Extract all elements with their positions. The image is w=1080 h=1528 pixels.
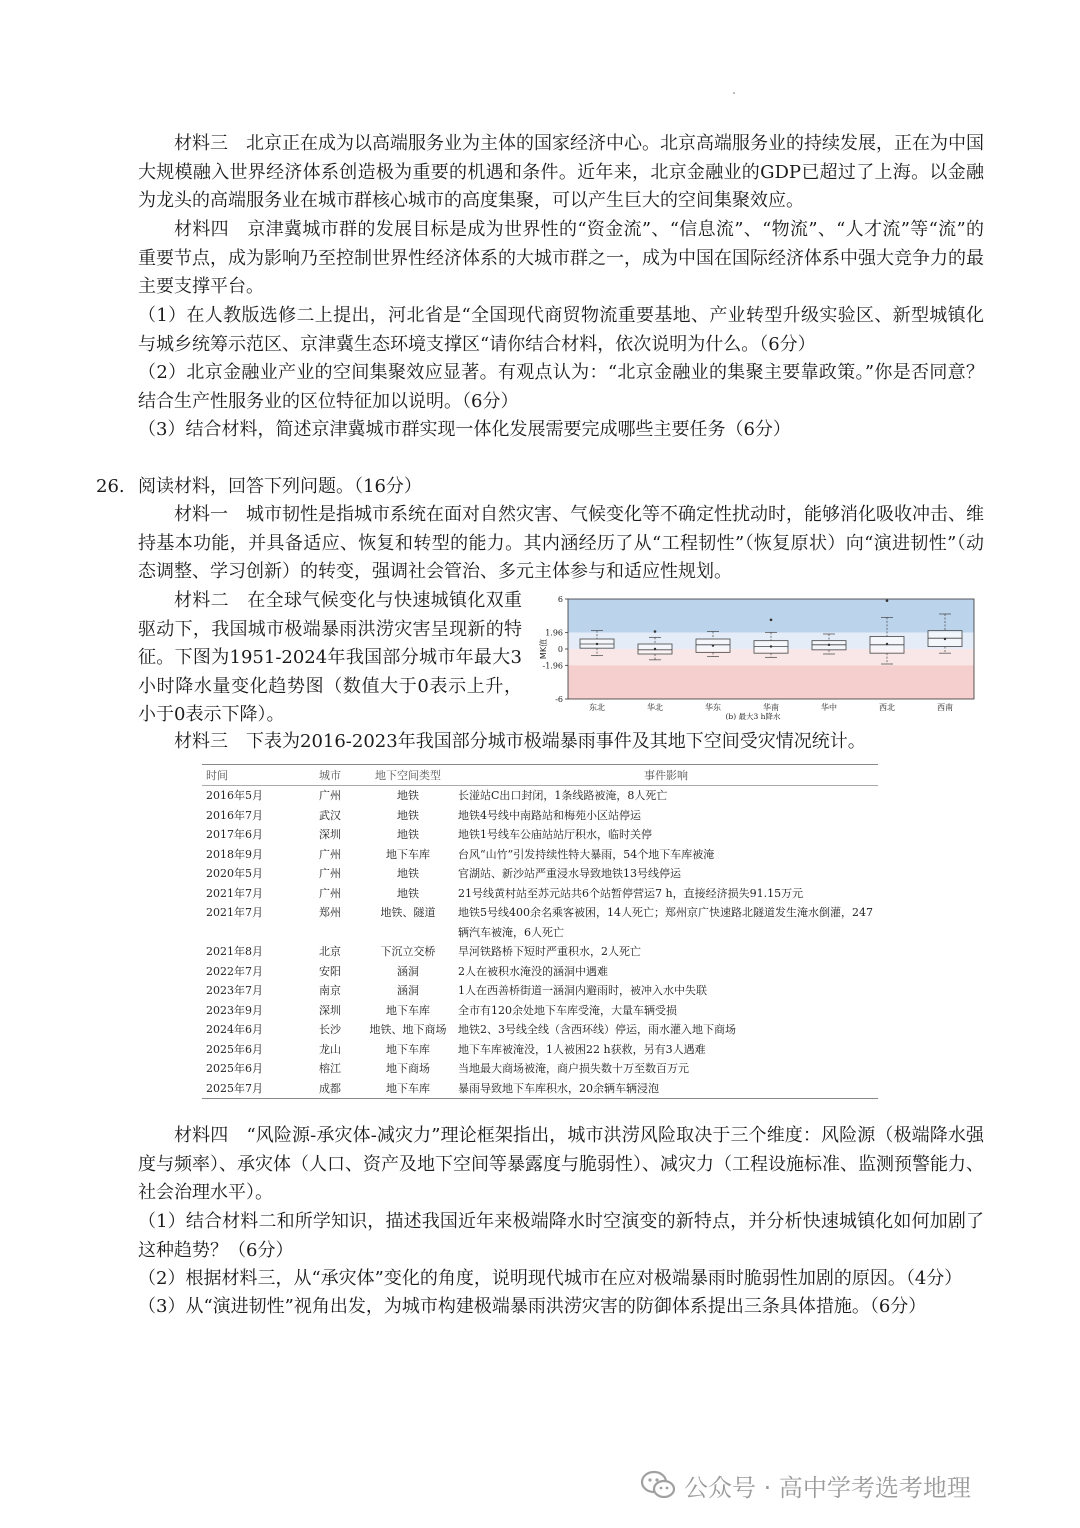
cell-time: 2022年7月	[206, 964, 263, 978]
cell-city: 成都	[298, 1079, 362, 1099]
material-one-resilience: 材料一 城市韧性是指城市系统在面对自然灾害、气候变化等不确定性扰动时，能够消化吸收冲击、维持基本功能，并具备适应、恢复和转型的能力。其内涵经历了从“工程韧性”（恢复原状）向“演进韧性”（动态调整、学习创新）的转变，强调社会管治、多元主体参与和适应性规划。	[138, 504, 984, 583]
material-four-jingjinji: 材料四 京津冀城市群的发展目标是成为世界性的“资金流”、“信息流”、“物流”、“人才流”等“流”的重要节点，成为影响乃至控制世界性经济体系的大城市群之一，成为中国在国际经济体系中强大竞争力的最主要支撑平台。	[138, 219, 984, 298]
cell-impact: 官湖站、新沙站严重浸水导致地铁13号线停运	[458, 867, 681, 880]
cell-city: 安阳	[319, 964, 341, 978]
watermark-text: 公众号 · 高中学考选考地理	[684, 1473, 971, 1502]
cell-time: 2021年7月	[206, 886, 263, 900]
cell-time: 2025年7月	[202, 1079, 298, 1099]
cell-impact: 2人在被积水淹没的涵洞中遇难	[458, 964, 608, 978]
table-row	[202, 981, 878, 1001]
wechat-icon	[640, 1470, 676, 1500]
cell-time: 2020年5月	[206, 867, 263, 880]
mean-point	[944, 638, 946, 640]
cell-space-type: 地铁	[397, 808, 419, 822]
cell-impact: 地铁5号线400余名乘客被困，14人死亡；郑州京广快速路北隧道发生淹水倒灌，247辆汽车被淹，6人死亡	[458, 906, 873, 939]
cell-space-type: 地铁	[397, 789, 419, 802]
mean-point	[828, 644, 830, 646]
x-tick-label: 华南	[763, 703, 779, 712]
cell-city: 龙山	[319, 1042, 341, 1056]
cell-city: 郑州	[319, 906, 341, 919]
cell-city: 广州	[319, 886, 341, 900]
material-two-rainfall: 材料二 在全球气候变化与快速城镇化双重驱动下，我国城市极端暴雨洪涝灾害呈现新的特征。下图为1951-2024年我国部分城市年最大3小时降水量变化趋势图（数值大于0表示上升，小于0表示下降）。	[138, 590, 522, 726]
rainfall-trend-boxplot	[536, 593, 986, 723]
y-tick-label: 6	[557, 595, 563, 604]
question-26-number: 26.	[96, 476, 125, 497]
cell-impact: 1人在西善桥街道一涵洞内避雨时，被冲入水中失联	[458, 984, 707, 997]
cell-time: 2024年6月	[206, 1023, 263, 1036]
cell-space-type: 地下车库	[362, 1079, 454, 1099]
cell-city: 广州	[319, 847, 341, 861]
table-row	[202, 884, 878, 904]
x-tick-label: 华中	[821, 703, 837, 712]
y-tick-label: -1.96	[542, 661, 563, 671]
cell-space-type: 地下商场	[386, 1062, 430, 1075]
material-three-beijing: 材料三 北京正在成为以高端服务业为主体的国家经济中心。北京高端服务业的持续发展，正在为中国大规模融入世界经济体系创造极为重要的机遇和条件。近年来，北京金融业的GDP已超过了上海。以金融为龙头的高端服务业在城市群核心城市的高度集聚，可以产生巨大的空间集聚效应。	[138, 133, 984, 212]
cell-space-type: 涵洞	[397, 964, 419, 978]
x-tick-label: 西北	[879, 703, 895, 712]
cell-city: 深圳	[319, 828, 341, 841]
mean-point	[770, 645, 772, 647]
table-row	[202, 903, 878, 942]
table-row	[202, 786, 878, 806]
x-tick-label: 华北	[647, 703, 663, 712]
mean-point	[712, 644, 714, 646]
mean-point	[886, 643, 888, 645]
cell-time: 2021年7月	[206, 906, 263, 919]
cell-space-type: 地铁、隧道	[380, 906, 436, 919]
cell-city: 深圳	[319, 1003, 341, 1017]
x-tick-label: 西南	[937, 703, 953, 712]
cell-space-type: 涵洞	[397, 984, 419, 997]
question-26-2: （2）根据材料三，从“承灾体”变化的角度，说明现代城市在应对极端暴雨时脆弱性加剧的原因。（4分）	[138, 1268, 963, 1289]
cell-impact: 旱河铁路桥下短时严重积水，2人死亡	[458, 945, 641, 958]
mean-point	[654, 648, 656, 650]
question-26-1: （1）结合材料二和所学知识，描述我国近年来极端降水时空演变的新特点，并分析快速城镇化如何加剧了这种趋势？（6分）	[138, 1211, 984, 1261]
table-row	[202, 864, 878, 884]
table-row	[202, 1001, 878, 1021]
cell-time: 2021年8月	[206, 945, 263, 958]
cell-impact: 地铁1号线车公庙站站厅积水，临时关停	[458, 828, 652, 841]
cell-city: 北京	[319, 945, 341, 958]
outlier-point	[886, 599, 889, 602]
cell-space-type: 地下车库	[386, 1042, 430, 1056]
material-three-table-intro: 材料三 下表为2016-2023年我国部分城市极端暴雨事件及其地下空间受灾情况统计。	[174, 731, 866, 752]
cell-time: 2017年6月	[206, 828, 263, 841]
question-26-title: 阅读材料，回答下列问题。（16分）	[138, 476, 422, 497]
cell-impact: 长湴站C出口封闭，1条线路被淹，8人死亡	[458, 789, 668, 802]
y-tick-label: -6	[555, 695, 563, 704]
cell-space-type: 地铁	[397, 886, 419, 900]
cell-city: 广州	[319, 867, 341, 880]
cell-city: 南京	[319, 984, 341, 997]
outlier-point	[654, 630, 657, 633]
material-four-risk-framework: 材料四 “风险源-承灾体-减灾力”理论框架指出，城市洪涝风险取决于三个维度：风险源（极端降水强度与频率）、承灾体（人口、资产及地下空间等暴露度与脆弱性）、减灾力（工程设施标准、监测预警能力、社会治理水平）。	[138, 1125, 984, 1204]
header-city: 城市	[298, 765, 362, 786]
table-row	[202, 845, 878, 865]
question-25-3: （3）结合材料，简述京津冀城市群实现一体化发展需要完成哪些主要任务（6分）	[138, 419, 791, 440]
mean-point	[596, 643, 598, 645]
cell-space-type: 地铁、地下商场	[369, 1023, 447, 1036]
table-row	[202, 962, 878, 982]
table-row	[202, 1079, 878, 1099]
table-row	[202, 1059, 878, 1079]
cell-city: 长沙	[319, 1023, 341, 1036]
header-impact: 事件影响	[454, 765, 878, 786]
question-26-3: （3）从“演进韧性”视角出发，为城市构建极端暴雨洪涝灾害的防御体系提出三条具体措施。（6分）	[138, 1296, 927, 1317]
y-tick-label: 0	[557, 645, 563, 654]
cell-space-type: 地铁	[397, 828, 419, 841]
cell-city: 武汉	[319, 808, 341, 822]
cell-space-type: 地下车库	[386, 847, 430, 861]
cell-impact: 21号线黄村站至苏元站共6个站暂停营运7 h，直接经济损失91.15万元	[458, 886, 804, 900]
cell-impact: 暴雨导致地下车库积水，20余辆车辆浸泡	[454, 1079, 878, 1099]
cell-impact: 地铁4号线中南路站和梅苑小区站停运	[458, 808, 641, 822]
outlier-point	[770, 619, 773, 622]
cell-time: 2025年6月	[206, 1062, 263, 1075]
cell-time: 2016年7月	[206, 808, 263, 822]
upper-band	[568, 599, 974, 633]
cell-city: 榕江	[319, 1062, 341, 1075]
chart-caption: (b) 最大3 h降水	[725, 712, 781, 721]
cell-city: 广州	[319, 789, 341, 802]
cell-time: 2023年7月	[206, 984, 263, 997]
cell-space-type: 下沉立交桥	[380, 945, 436, 958]
disaster-table	[202, 764, 878, 1099]
cell-space-type: 地铁	[397, 867, 419, 880]
cell-space-type: 地下车库	[386, 1003, 430, 1017]
cell-time: 2025年6月	[206, 1042, 263, 1056]
table-row	[202, 1020, 878, 1040]
cell-impact: 台风“山竹”引发持续性特大暴雨，54个地下车库被淹	[458, 847, 715, 861]
cell-time: 2016年5月	[206, 789, 263, 802]
header-space-type: 地下空间类型	[362, 765, 454, 786]
cell-time: 2018年9月	[206, 847, 263, 861]
table-header-row	[202, 765, 878, 786]
scan-dot	[733, 92, 735, 94]
table-row	[202, 825, 878, 845]
y-axis-label: MK值	[539, 638, 548, 660]
table-row	[202, 806, 878, 826]
table-row	[202, 1040, 878, 1060]
cell-impact: 地下车库被淹没，1人被困22 h获救，另有3人遇难	[458, 1042, 706, 1056]
lower-band	[568, 665, 974, 699]
question-25-1: （1）在人教版选修二上提出，河北省是“全国现代商贸物流重要基地、产业转型升级实验区、新型城镇化与城乡统筹示范区、京津冀生态环境支撑区“请你结合材料，依次说明为什么。（6分）	[138, 305, 984, 355]
header-time: 时间	[202, 765, 298, 786]
cell-impact: 当地最大商场被淹，商户损失数十万至数百万元	[458, 1062, 689, 1075]
x-tick-label: 东北	[589, 703, 605, 712]
y-tick-label: 1.96	[545, 628, 563, 638]
question-25-2: （2）北京金融业产业的空间集聚效应显著。有观点认为：“北京金融业的集聚主要靠政策。”你是否同意？结合生产性服务业的区位特征加以说明。（6分）	[138, 362, 984, 412]
cell-impact: 地铁2、3号线全线（含西环线）停运，雨水灌入地下商场	[458, 1023, 736, 1036]
cell-impact: 全市有120余处地下车库受淹，大量车辆受损	[458, 1003, 677, 1017]
table-row	[202, 942, 878, 962]
wechat-watermark	[640, 1465, 971, 1505]
cell-time: 2023年9月	[206, 1003, 263, 1017]
x-tick-label: 华东	[705, 703, 721, 712]
